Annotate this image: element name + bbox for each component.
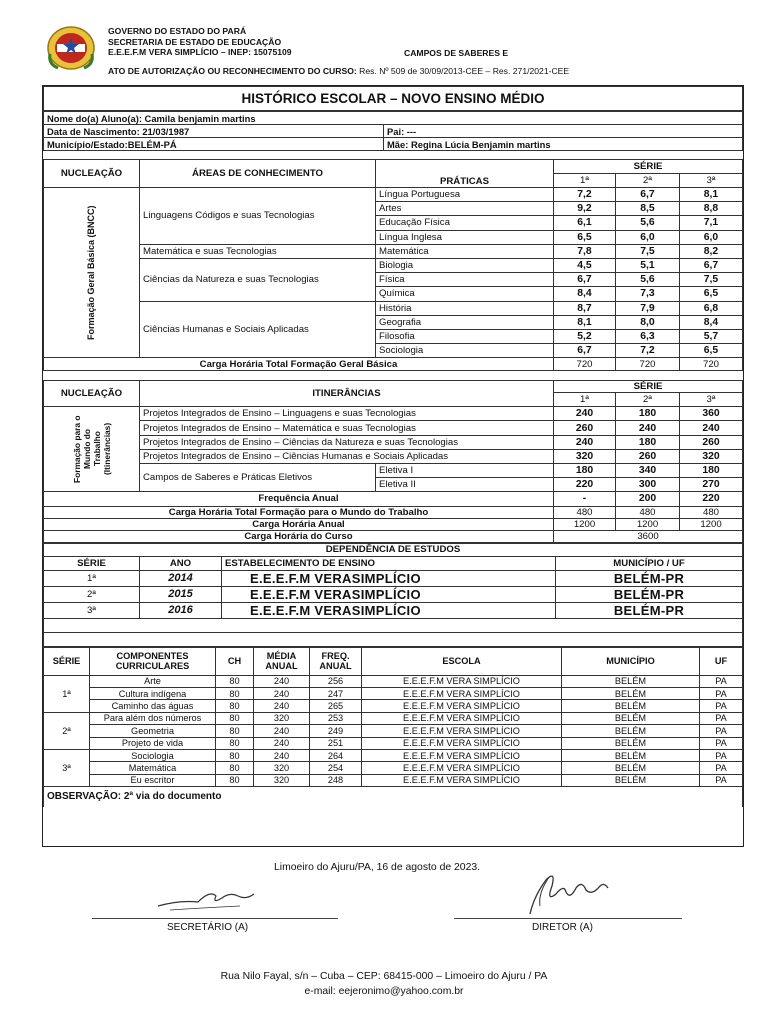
itin-value: 360 (680, 407, 743, 421)
componentes-table (43, 647, 743, 807)
header-school: E.E.E.F.M VERA SIMPLÍCIO – INEP: 15075109 (108, 47, 292, 58)
director-signature (516, 866, 616, 918)
place-and-date: Limoeiro do Ajuru/PA, 16 de agosto de 2023. (274, 862, 481, 873)
comp-header-freq: FREQ. ANUAL (310, 647, 362, 675)
comp-mun: BELÉM (562, 725, 700, 737)
header-government: GOVERNO DO ESTADO DO PARÁ (108, 26, 247, 36)
comp-header-uf: UF (700, 647, 743, 675)
header-serie: SÉRIE (554, 160, 743, 174)
title-table (43, 86, 743, 111)
comp-name: Para além dos números (90, 712, 216, 724)
anual-label: Carga Horária Anual (44, 518, 554, 530)
comp-media: 320 (254, 712, 310, 724)
header-serie-2: 2ª (616, 393, 680, 407)
comp-name: Caminho das águas (90, 700, 216, 712)
comp-uf: PA (700, 737, 743, 749)
grade-cell: 6,8 (680, 301, 743, 315)
student-birth-date: Data de Nascimento: 21/03/1987 (44, 125, 384, 138)
comp-mun: BELÉM (562, 737, 700, 749)
comp-header-ch: CH (216, 647, 254, 675)
comp-freq: 251 (310, 737, 362, 749)
comp-media: 320 (254, 762, 310, 774)
grade-cell: 5,6 (616, 216, 680, 230)
header-serie-3: 3ª (680, 174, 743, 188)
header-authorization-act (108, 66, 569, 76)
anual-value: 1200 (616, 518, 680, 530)
header-itinerancias: ITINERÂNCIAS (140, 381, 554, 407)
comp-freq: 248 (310, 774, 362, 786)
comp-freq: 265 (310, 700, 362, 712)
itin-value: 260 (616, 449, 680, 463)
comp-freq: 254 (310, 762, 362, 774)
transcript-sheet (42, 85, 744, 847)
footer-address: Rua Nilo Fayal, s/n – Cuba – CEP: 68415-000 – Limoeiro do Ajuru / PA (220, 971, 548, 982)
dep-estab: E.E.E.F.M VERASIMPLÍCIO (222, 602, 556, 618)
document-title: HISTÓRICO ESCOLAR – NOVO ENSINO MÉDIO (44, 87, 743, 111)
freq-value: 200 (616, 492, 680, 506)
grade-cell: 7,1 (680, 216, 743, 230)
comp-freq: 256 (310, 675, 362, 687)
subject-name: Filosofia (376, 329, 554, 343)
header-nucleacao: NUCLEAÇÃO (44, 160, 140, 188)
itin-project: Projetos Integrados de Ensino – Matemática e suas Tecnologias (140, 421, 554, 435)
itin-value: 240 (616, 421, 680, 435)
comp-uf: PA (700, 675, 743, 687)
subject-name: Educação Física (376, 216, 554, 230)
anual-value: 1200 (554, 518, 616, 530)
comp-header-comp: COMPONENTES CURRICULARES (90, 647, 216, 675)
comp-freq: 247 (310, 687, 362, 699)
comp-media: 240 (254, 687, 310, 699)
dep-empty-row (44, 632, 743, 646)
grade-cell: 7,5 (616, 244, 680, 258)
bncc-vertical-label: Formação Geral Básica (BNCC) (86, 205, 96, 340)
grade-cell: 7,3 (616, 287, 680, 301)
comp-header-mun: MUNICÍPIO (562, 647, 700, 675)
dep-estab: E.E.E.F.M VERASIMPLÍCIO (222, 570, 556, 586)
comp-escola: E.E.E.F.M VERA SIMPLÍCIO (362, 712, 562, 724)
anual-value: 1200 (680, 518, 743, 530)
secretary-label: SECRETÁRIO (A) (167, 922, 249, 933)
freq-value: 220 (680, 492, 743, 506)
dep-ano: 2015 (140, 586, 222, 602)
grade-cell: 8,1 (680, 188, 743, 202)
comp-serie: 1ª (44, 675, 90, 712)
itin-value: 300 (616, 478, 680, 492)
grade-cell: 7,9 (616, 301, 680, 315)
grade-cell: 6,5 (554, 230, 616, 244)
comp-escola: E.E.E.F.M VERA SIMPLÍCIO (362, 700, 562, 712)
header-serie-1: 1ª (554, 393, 616, 407)
bncc-grades-table (43, 159, 743, 371)
itin-total-value: 480 (680, 506, 743, 518)
dep-mun: BELÉM-PR (556, 570, 743, 586)
curso-value: 3600 (554, 530, 743, 542)
comp-escola: E.E.E.F.M VERA SIMPLÍCIO (362, 687, 562, 699)
itin-value: 220 (554, 478, 616, 492)
grade-cell: 5,1 (616, 258, 680, 272)
act-resolutions: Res. Nº 509 de 30/09/2013-CEE – Res. 271/2021-CEE (356, 66, 570, 76)
dep-serie: 2ª (44, 586, 140, 602)
comp-uf: PA (700, 712, 743, 724)
comp-name: Geometria (90, 725, 216, 737)
dep-mun: BELÉM-PR (556, 586, 743, 602)
itin-value: 180 (616, 435, 680, 449)
curso-label: Carga Horária do Curso (44, 530, 554, 542)
grade-cell: 6,7 (554, 344, 616, 358)
comp-uf: PA (700, 774, 743, 786)
grade-cell: 6,5 (680, 287, 743, 301)
subject-name: Artes (376, 202, 554, 216)
subject-name: Língua Inglesa (376, 230, 554, 244)
subject-name: História (376, 301, 554, 315)
grade-cell: 6,1 (554, 216, 616, 230)
footer-email: e-mail: eejeronimo@yahoo.com.br (304, 986, 464, 997)
dep-empty-row (44, 618, 743, 632)
comp-ch: 80 (216, 712, 254, 724)
comp-uf: PA (700, 687, 743, 699)
secretary-signature-line (92, 918, 338, 919)
grade-cell: 4,5 (554, 258, 616, 272)
itin-project: Projetos Integrados de Ensino – Ciências Humanas e Sociais Aplicadas (140, 449, 554, 463)
header-lines (108, 26, 292, 58)
comp-escola: E.E.E.F.M VERA SIMPLÍCIO (362, 737, 562, 749)
state-coat-of-arms-logo (44, 24, 98, 72)
dep-header-ano: ANO (140, 557, 222, 571)
eletiva-label: Eletiva I (376, 464, 554, 478)
header-secretariat: SECRETARIA DE ESTADO DE EDUCAÇÃO (108, 36, 282, 47)
comp-mun: BELÉM (562, 687, 700, 699)
header-praticas: PRÁTICAS (376, 160, 554, 188)
comp-escola: E.E.E.F.M VERA SIMPLÍCIO (362, 675, 562, 687)
subject-name: Física (376, 273, 554, 287)
comp-header-serie: SÉRIE (44, 647, 90, 675)
comp-mun: BELÉM (562, 774, 700, 786)
area-linguagens: Linguagens Códigos e suas Tecnologias (140, 188, 376, 245)
dep-ano: 2016 (140, 602, 222, 618)
comp-media: 240 (254, 725, 310, 737)
grade-cell: 6,7 (616, 188, 680, 202)
grade-cell: 8,8 (680, 202, 743, 216)
act-label: ATO DE AUTORIZAÇÃO OU RECONHECIMENTO DO CURSO: (108, 66, 357, 76)
grade-cell: 5,7 (680, 329, 743, 343)
dep-header-mun: MUNICÍPIO / UF (556, 557, 743, 571)
grade-cell: 7,2 (554, 188, 616, 202)
comp-name: Projeto de vida (90, 737, 216, 749)
comp-escola: E.E.E.F.M VERA SIMPLÍCIO (362, 774, 562, 786)
bncc-total-cell: 720 (616, 358, 680, 371)
document-header (44, 22, 744, 78)
area-matematica: Matemática e suas Tecnologias (140, 244, 376, 258)
secretary-signature (150, 880, 260, 916)
itin-total-label: Carga Horária Total Formação para o Mundo do Trabalho (44, 506, 554, 518)
dep-header-estab: ESTABELECIMENTO DE ENSINO (222, 557, 556, 571)
itin-value: 180 (616, 407, 680, 421)
header-areas: ÁREAS DE CONHECIMENTO (140, 160, 376, 188)
itin-campos-label: Campos de Saberes e Práticas Eletivos (140, 464, 376, 492)
itin-value: 180 (554, 464, 616, 478)
area-natureza: Ciências da Natureza e suas Tecnologias (140, 258, 376, 301)
grade-cell: 8,1 (554, 315, 616, 329)
subject-name: Química (376, 287, 554, 301)
dependencia-table (43, 543, 743, 647)
grade-cell: 7,2 (616, 344, 680, 358)
bncc-total-label: Carga Horária Total Formação Geral Básica (44, 358, 554, 371)
grade-cell: 6,5 (680, 344, 743, 358)
dep-header-serie: SÉRIE (44, 557, 140, 571)
comp-name: Cultura indígena (90, 687, 216, 699)
comp-mun: BELÉM (562, 749, 700, 761)
comp-media: 320 (254, 774, 310, 786)
header-serie-3: 3ª (680, 393, 743, 407)
dep-serie: 1ª (44, 570, 140, 586)
comp-ch: 80 (216, 675, 254, 687)
dependencia-title: DEPENDÊNCIA DE ESTUDOS (44, 543, 743, 557)
student-name: Nome do(a) Aluno(a): Camila benjamin martins (44, 112, 743, 125)
itin-vertical-label: Formação para o Mundo do Trabalho (Itinerâncias) (71, 415, 112, 484)
student-mother: Mãe: Regina Lúcia Benjamin martins (384, 138, 743, 151)
itin-total-value: 480 (616, 506, 680, 518)
itin-value: 340 (616, 464, 680, 478)
freq-value: - (554, 492, 616, 506)
grade-cell: 6,0 (616, 230, 680, 244)
grade-cell: 7,5 (680, 273, 743, 287)
grade-cell: 8,7 (554, 301, 616, 315)
itin-project: Projetos Integrados de Ensino – Ciências da Natureza e suas Tecnologias (140, 435, 554, 449)
grade-cell: 6,7 (554, 273, 616, 287)
grade-cell: 9,2 (554, 202, 616, 216)
comp-freq: 264 (310, 749, 362, 761)
comp-mun: BELÉM (562, 762, 700, 774)
comp-media: 240 (254, 700, 310, 712)
comp-media: 240 (254, 675, 310, 687)
grade-cell: 8,4 (554, 287, 616, 301)
comp-ch: 80 (216, 700, 254, 712)
director-label: DIRETOR (A) (532, 922, 593, 933)
comp-serie: 3ª (44, 749, 90, 786)
comp-media: 240 (254, 749, 310, 761)
grade-cell: 8,2 (680, 244, 743, 258)
header-campos: CAMPOS DE SABERES E (404, 48, 509, 58)
itin-project: Projetos Integrados de Ensino – Linguagens e suas Tecnologias (140, 407, 554, 421)
itin-value: 320 (554, 449, 616, 463)
bncc-total-cell: 720 (554, 358, 616, 371)
comp-uf: PA (700, 725, 743, 737)
itinerancias-table (43, 380, 743, 542)
student-father: Pai: --- (384, 125, 743, 138)
grade-cell: 8,5 (616, 202, 680, 216)
grade-cell: 7,8 (554, 244, 616, 258)
grade-cell: 8,4 (680, 315, 743, 329)
itin-value: 240 (554, 435, 616, 449)
comp-header-media: MÉDIA ANUAL (254, 647, 310, 675)
dep-mun: BELÉM-PR (556, 602, 743, 618)
itin-value: 240 (554, 407, 616, 421)
grade-cell: 5,2 (554, 329, 616, 343)
comp-ch: 80 (216, 749, 254, 761)
comp-name: Matemática (90, 762, 216, 774)
grade-cell: 6,7 (680, 258, 743, 272)
subject-name: Geografia (376, 315, 554, 329)
comp-mun: BELÉM (562, 675, 700, 687)
grade-cell: 5,6 (616, 273, 680, 287)
grade-cell: 6,0 (680, 230, 743, 244)
comp-uf: PA (700, 700, 743, 712)
subject-name: Língua Portuguesa (376, 188, 554, 202)
grade-cell: 6,3 (616, 329, 680, 343)
observacao: OBSERVAÇÃO: 2ª via do documento (44, 787, 743, 807)
comp-mun: BELÉM (562, 712, 700, 724)
itin-value: 260 (680, 435, 743, 449)
comp-name: Sociologia (90, 749, 216, 761)
comp-ch: 80 (216, 774, 254, 786)
comp-serie: 2ª (44, 712, 90, 749)
comp-header-escola: ESCOLA (362, 647, 562, 675)
itin-value: 180 (680, 464, 743, 478)
dep-ano: 2014 (140, 570, 222, 586)
subject-name: Sociologia (376, 344, 554, 358)
bncc-total-cell: 720 (680, 358, 743, 371)
comp-uf: PA (700, 749, 743, 761)
header-serie-1: 1ª (554, 174, 616, 188)
subject-name: Biologia (376, 258, 554, 272)
comp-name: Arte (90, 675, 216, 687)
comp-ch: 80 (216, 725, 254, 737)
freq-label: Frequência Anual (44, 492, 554, 506)
eletiva-label: Eletiva II (376, 478, 554, 492)
dep-estab: E.E.E.F.M VERASIMPLÍCIO (222, 586, 556, 602)
itin-value: 320 (680, 449, 743, 463)
comp-escola: E.E.E.F.M VERA SIMPLÍCIO (362, 725, 562, 737)
itin-total-value: 480 (554, 506, 616, 518)
student-info-table (43, 111, 743, 151)
dep-serie: 3ª (44, 602, 140, 618)
comp-mun: BELÉM (562, 700, 700, 712)
comp-escola: E.E.E.F.M VERA SIMPLÍCIO (362, 762, 562, 774)
bncc-vertical-label-cell (44, 188, 140, 358)
student-city: Município/Estado:BELÉM-PÁ (44, 138, 384, 151)
itin-vertical-label-cell (44, 407, 140, 492)
itin-value: 270 (680, 478, 743, 492)
subject-name: Matemática (376, 244, 554, 258)
director-signature-line (454, 918, 682, 919)
header-serie: SÉRIE (554, 381, 743, 393)
comp-ch: 80 (216, 687, 254, 699)
comp-media: 240 (254, 737, 310, 749)
itin-value: 240 (680, 421, 743, 435)
comp-ch: 80 (216, 762, 254, 774)
header-nucleacao: NUCLEAÇÃO (44, 381, 140, 407)
comp-escola: E.E.E.F.M VERA SIMPLÍCIO (362, 749, 562, 761)
comp-uf: PA (700, 762, 743, 774)
itin-value: 260 (554, 421, 616, 435)
area-humanas: Ciências Humanas e Sociais Aplicadas (140, 301, 376, 358)
comp-freq: 253 (310, 712, 362, 724)
comp-freq: 249 (310, 725, 362, 737)
comp-name: Eu escritor (90, 774, 216, 786)
comp-ch: 80 (216, 737, 254, 749)
grade-cell: 8,0 (616, 315, 680, 329)
header-serie-2: 2ª (616, 174, 680, 188)
